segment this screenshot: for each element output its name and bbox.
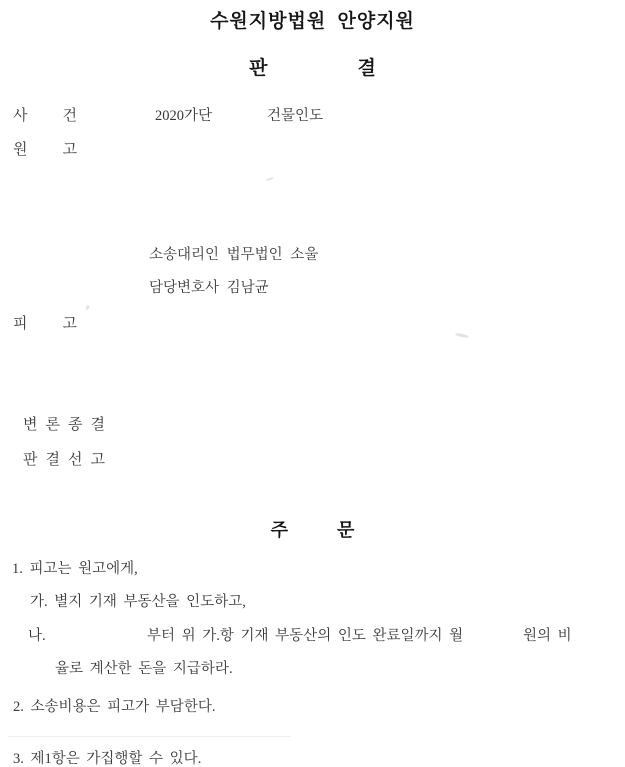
order-title-char-1: 주 xyxy=(270,520,288,540)
defendant-label-char-1: 피 xyxy=(13,316,28,332)
defendant-label xyxy=(13,312,77,333)
plaintiff-label-char-1: 원 xyxy=(13,142,28,158)
document-title-char-2: 결 xyxy=(357,58,376,79)
order-item-1b-continuation: 율로 계산한 돈을 지급하라. xyxy=(55,661,233,677)
title-spacer xyxy=(268,53,358,80)
scan-artifact-line xyxy=(8,736,290,737)
scan-artifact-speck xyxy=(455,333,469,339)
plaintiff-label xyxy=(13,138,77,159)
judgment-pronounced-label: 판결선고 xyxy=(23,452,113,468)
scan-artifact-speck xyxy=(85,305,90,311)
defendant-label-char-2: 고 xyxy=(62,316,77,332)
case-number: 2020가단 xyxy=(155,108,213,124)
closing-of-arguments-label: 변론종결 xyxy=(23,417,113,433)
document-title xyxy=(0,53,625,80)
case-label xyxy=(13,104,77,125)
court-title: 수원지방법원 안양지원 xyxy=(210,11,415,32)
order-item-1a: 가. 별지 기재 부동산을 인도하고, xyxy=(30,594,246,610)
plaintiff-representative: 소송대리인 법무법인 소울 xyxy=(149,247,319,263)
case-label-char-1: 사 xyxy=(13,108,28,124)
plaintiff-label-char-2: 고 xyxy=(62,142,77,158)
title-spacer xyxy=(288,516,337,542)
order-item-1b-prefix: 나. xyxy=(28,628,46,644)
document-title-char-1: 판 xyxy=(249,58,268,79)
case-name: 건물인도 xyxy=(267,108,324,124)
order-title-char-2: 문 xyxy=(337,520,355,540)
order-item-3: 3. 제1항은 가집행할 수 있다. xyxy=(13,751,202,767)
case-label-char-2: 건 xyxy=(62,108,77,124)
order-item-1b-suffix: 원의 비 xyxy=(523,628,572,644)
scan-artifact-speck xyxy=(266,177,274,182)
order-item-1b-text: 부터 위 가.항 기재 부동산의 인도 완료일까지 월 xyxy=(147,628,464,644)
attorney-in-charge: 담당변호사 김남균 xyxy=(149,280,269,296)
order-section-title xyxy=(0,516,625,542)
order-item-2: 2. 소송비용은 피고가 부담한다. xyxy=(13,699,216,715)
order-item-1: 1. 피고는 원고에게, xyxy=(12,561,138,577)
